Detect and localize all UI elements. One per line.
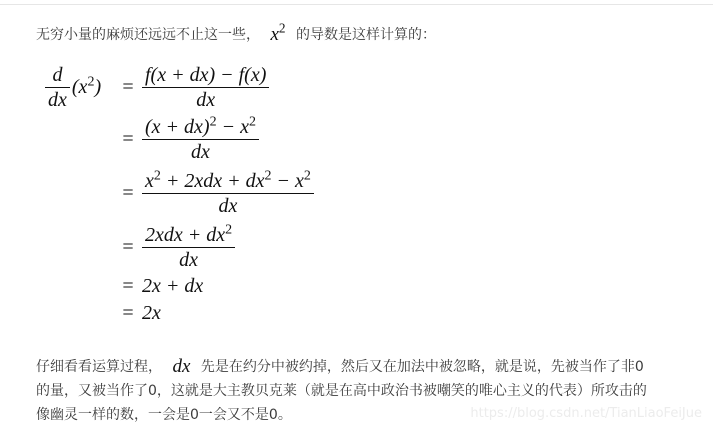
equation-rhs: 2x + dx <box>142 274 204 297</box>
intro-text: 无穷小量的麻烦还远远不止这一些， <box>36 27 260 43</box>
body-line-2: 的量，又被当作了0，这就是大主教贝克莱（就是在高中政治书被嘲笑的唯心主义的代表）所攻击的 <box>36 383 647 399</box>
num-part: x <box>145 169 154 192</box>
denominator: dx <box>191 140 210 163</box>
lhs-close: ) <box>94 75 102 98</box>
equation-rhs <box>142 223 235 272</box>
numerator <box>142 223 235 247</box>
fraction <box>142 169 314 218</box>
num-exponent: 2 <box>248 113 256 129</box>
numerator <box>142 115 259 139</box>
equals-sign: = <box>122 127 134 150</box>
numerator <box>142 169 314 193</box>
equals-sign: = <box>122 75 134 98</box>
equals-sign: = <box>122 274 134 297</box>
operator-numerator: d <box>52 63 63 86</box>
equation-rhs <box>142 63 269 112</box>
denominator: dx <box>218 194 238 217</box>
intro-suffix: 的导数是这样计算的： <box>296 27 436 43</box>
equation-rhs <box>142 169 314 218</box>
operator-denominator: dx <box>48 88 67 111</box>
num-exponent: 2 <box>209 113 217 129</box>
num-part: − x <box>271 169 304 192</box>
lhs-argument <box>70 73 102 99</box>
math-base: x <box>270 24 279 45</box>
denominator: dx <box>179 248 199 271</box>
lhs-open: (x <box>71 75 88 98</box>
inline-math-dx: dx <box>172 356 191 377</box>
equals-sign: = <box>122 181 134 204</box>
equation-rhs <box>142 115 259 164</box>
denominator: dx <box>196 88 216 111</box>
num-part: (x + dx) <box>145 115 210 138</box>
fraction <box>142 115 259 164</box>
body-line-1 <box>36 356 644 378</box>
body-text: 仔细看看运算过程， <box>36 359 162 375</box>
body-line-3: 像幽灵一样的数，一会是0一会又不是0。 <box>36 407 292 423</box>
num-part: 2xdx + dx <box>145 223 226 246</box>
num-part: + 2xdx + dx <box>160 169 265 192</box>
num-exponent: 2 <box>153 167 161 183</box>
equation-rhs: 2x <box>142 301 161 324</box>
watermark: https://blog.csdn.net/TianLiaoFeiJue <box>470 406 702 421</box>
numerator: f(x + dx) − f(x) <box>145 63 267 86</box>
math-exponent: 2 <box>278 20 286 36</box>
lhs-exponent: 2 <box>87 73 95 89</box>
num-exponent: 2 <box>225 221 233 237</box>
num-exponent: 2 <box>303 167 311 183</box>
num-exponent: 2 <box>264 167 272 183</box>
fraction <box>142 223 235 272</box>
equals-sign: = <box>122 301 134 324</box>
top-divider <box>0 4 713 5</box>
derivative-operator <box>45 63 70 112</box>
intro-paragraph <box>36 20 436 46</box>
num-part: − x <box>216 115 249 138</box>
fraction <box>142 63 269 112</box>
inline-math-x-squared <box>264 20 291 46</box>
body-text: 先是在约分中被约掉，然后又在加法中被忽略，就是说，先被当作了非0 <box>200 359 644 375</box>
equals-sign: = <box>122 235 134 258</box>
